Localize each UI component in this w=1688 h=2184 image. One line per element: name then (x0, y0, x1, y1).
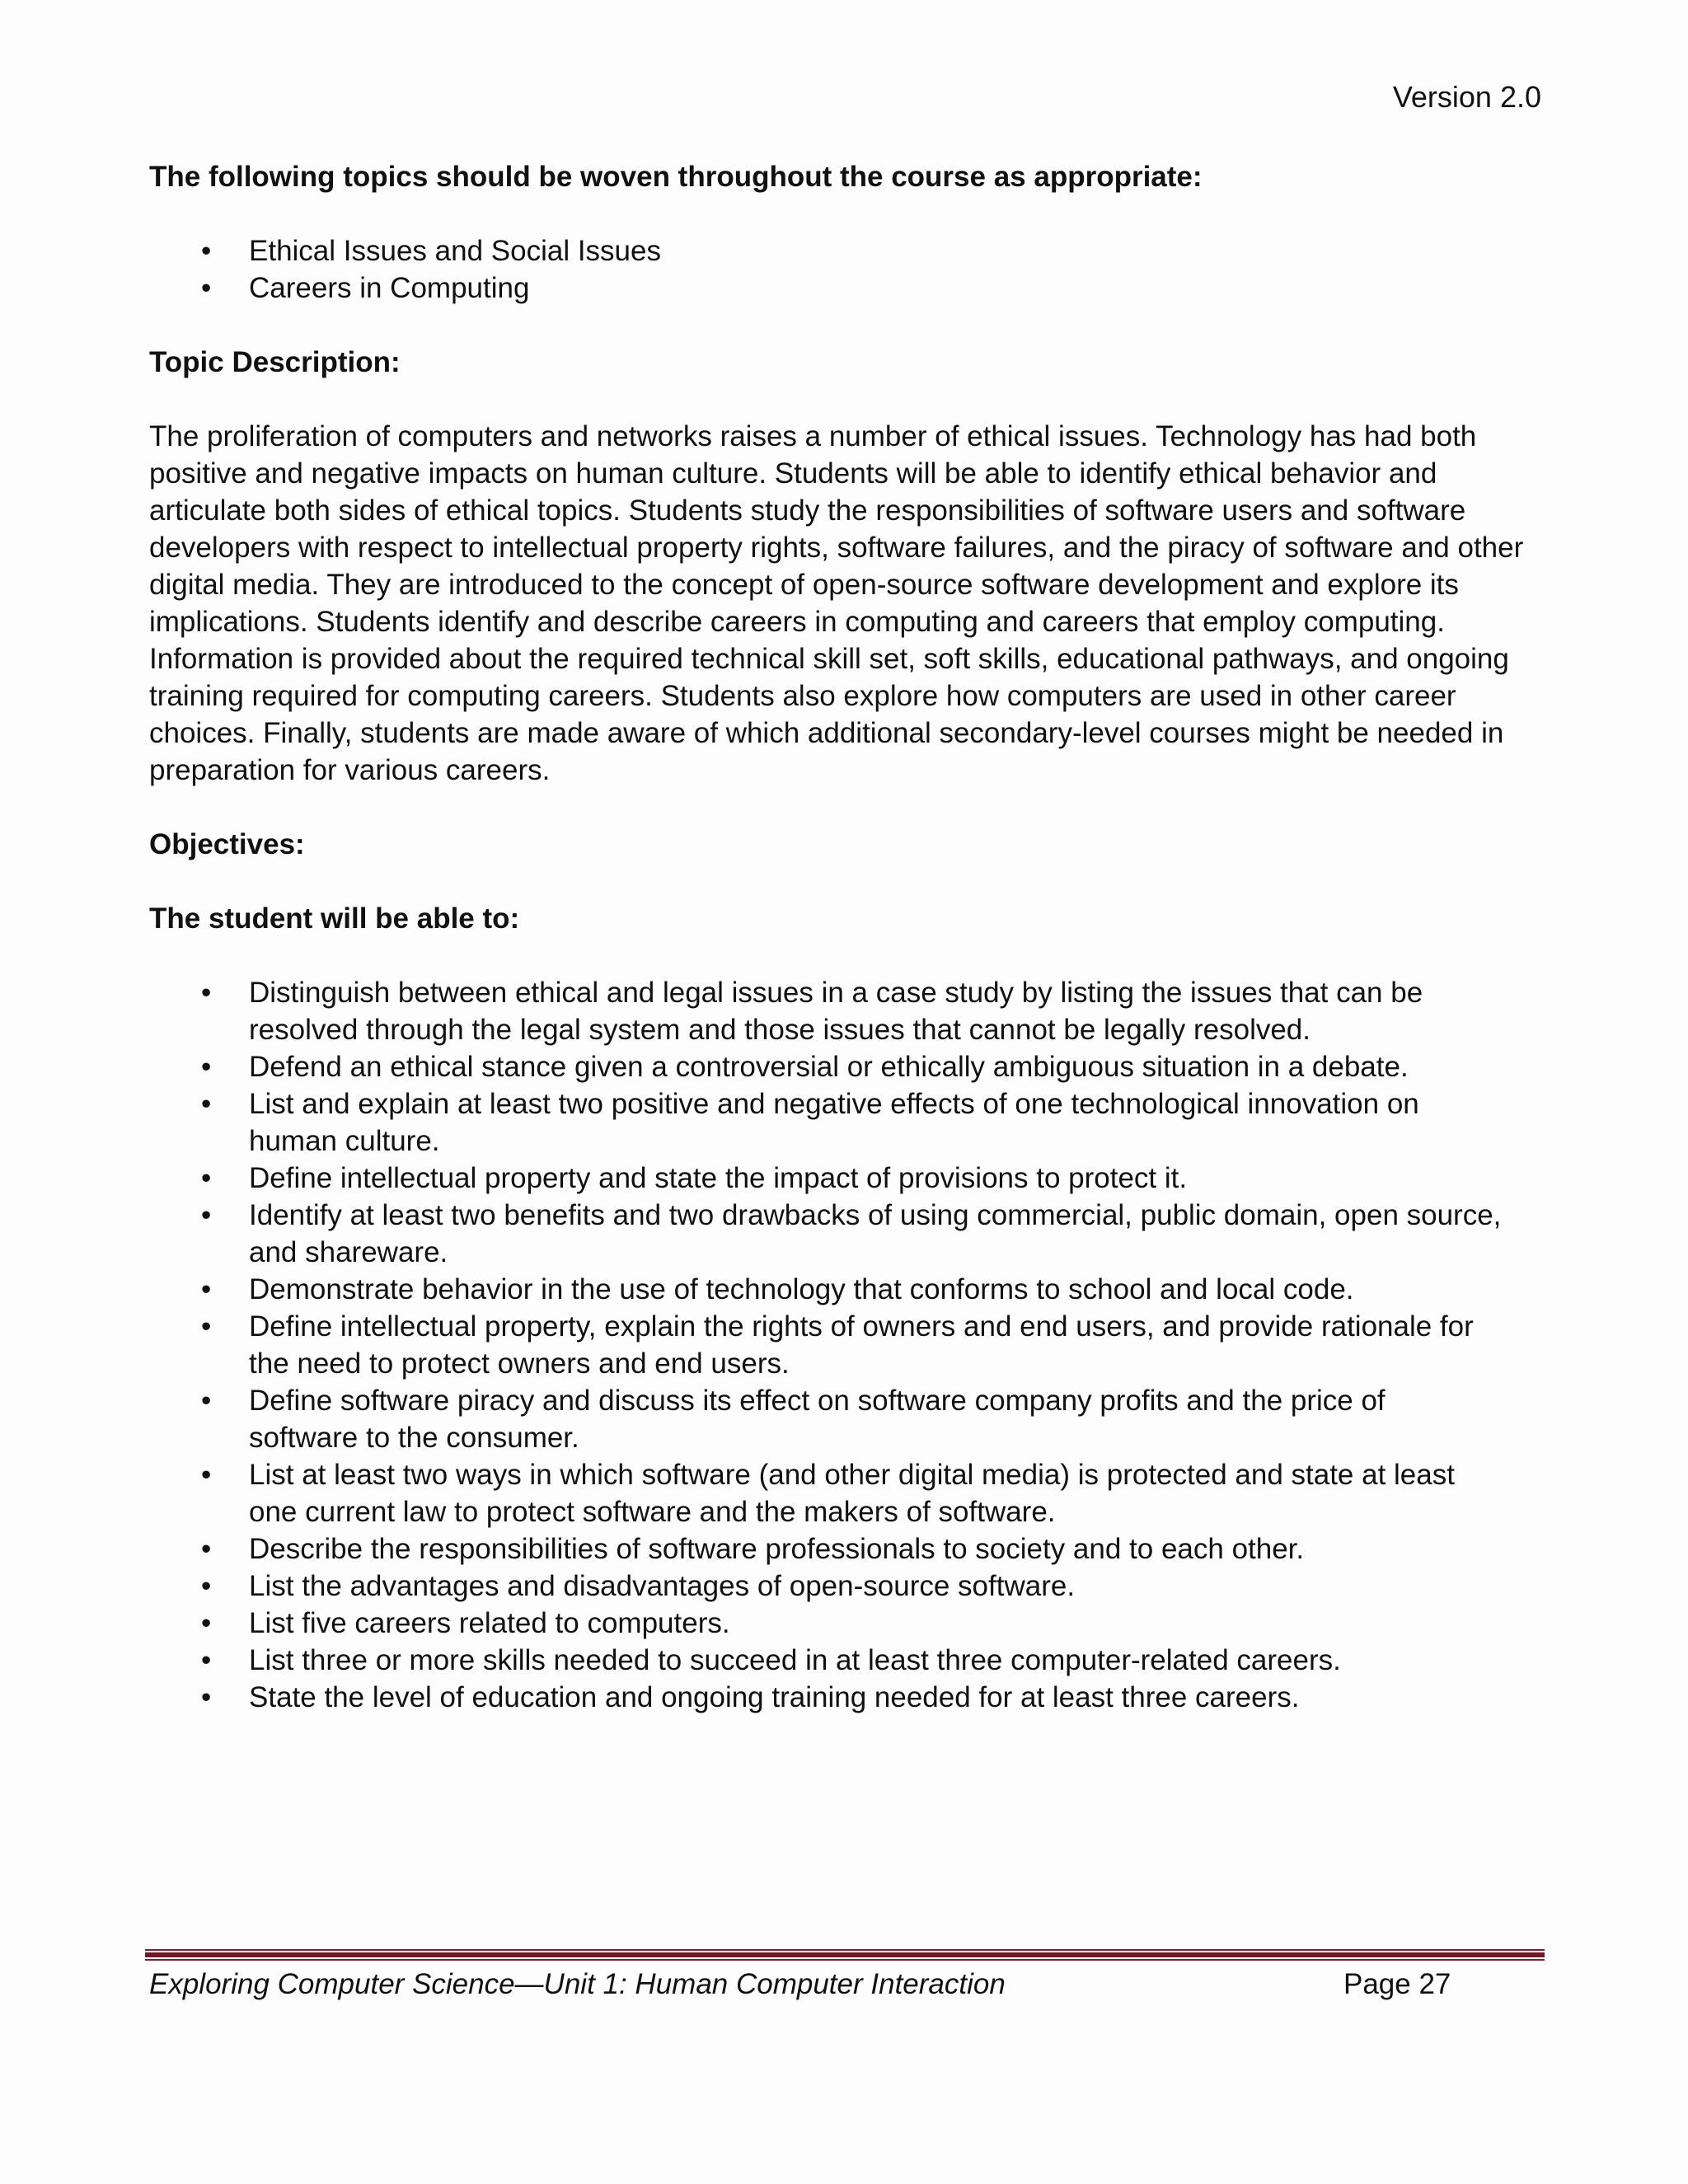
bullet-icon: • (201, 272, 212, 304)
objectives-heading: Objectives: (149, 828, 305, 860)
list-item (149, 1085, 1502, 1160)
footer-rule-thin-top (145, 1949, 1545, 1951)
list-item (149, 1382, 1502, 1456)
bullet-icon: • (201, 1199, 212, 1231)
objectives-list (149, 974, 1542, 1716)
list-item (149, 269, 1542, 307)
bullet-icon: • (201, 1533, 212, 1565)
list-item-text: State the level of education and ongoing training needed for at least three careers. (249, 1681, 1300, 1713)
version-label: Version 2.0 (1392, 80, 1541, 114)
bullet-icon: • (201, 1570, 212, 1602)
bullet-icon: • (201, 1162, 212, 1194)
list-item-text: Distinguish between ethical and legal issues in a case study by listing the issues that can be resolved through the legal system and those issues that cannot be legally resolved. (249, 977, 1423, 1046)
list-item-text: List five careers related to computers. (249, 1607, 730, 1639)
bullet-icon: • (201, 1681, 212, 1713)
topic-description-body: The proliferation of computers and networks raises a number of ethical issues. Technology has had both positive and negative impacts on human culture. Students will be able to identify ethical behavior and articulate both sides of ethical topics. Students study the responsibilities of software users and software developers with respect to intellectual property rights, software failures, and the piracy of software and other digital media. They are introduced to the concept of open-source software development and explore its implications. Students identify and describe careers in computing and careers that employ computing. Information is provided about the required technical skill set, soft skills, educational pathways, and ongoing training required for computing careers. Students also explore how computers are used in other career choices. Finally, students are made aware of which additional secondary-level courses might be needed in preparation for various careers. (149, 420, 1524, 786)
list-item (149, 1679, 1502, 1716)
objectives-subheading: The student will be able to: (149, 902, 520, 935)
bullet-icon: • (201, 1607, 212, 1639)
bullet-icon: • (201, 1310, 212, 1343)
woven-topics-list (149, 232, 1542, 307)
list-item-text: Define intellectual property, explain the rights of owners and end users, and provide rationale for the need to protect owners and end users. (249, 1310, 1474, 1380)
list-item-text: Ethical Issues and Social Issues (249, 235, 661, 267)
woven-topics-heading: The following topics should be woven throughout the course as appropriate: (149, 161, 1203, 193)
list-item-text: List at least two ways in which software (and other digital media) is protected and state at least one current law to protect software and the makers of software. (249, 1459, 1455, 1528)
bullet-icon: • (201, 1644, 212, 1676)
footer-rule-thin-bottom (145, 1959, 1545, 1961)
topic-description-heading: Topic Description: (149, 346, 401, 378)
list-item (149, 1048, 1502, 1085)
bullet-icon: • (201, 977, 212, 1009)
list-item (149, 1197, 1502, 1271)
list-item-text: List three or more skills needed to succeed in at least three computer-related careers. (249, 1644, 1341, 1676)
footer-rule (145, 1949, 1545, 1961)
list-item (149, 1271, 1502, 1308)
list-item (149, 1605, 1502, 1642)
list-item-text: Describe the responsibilities of software professionals to society and to each other. (249, 1533, 1305, 1565)
list-item-text: Define software piracy and discuss its effect on software company profits and the price of software to the consumer. (249, 1385, 1386, 1454)
bullet-icon: • (201, 1051, 212, 1083)
list-item (149, 1568, 1502, 1605)
page-content (149, 158, 1542, 1753)
list-item (149, 232, 1542, 269)
list-item-text: Demonstrate behavior in the use of technology that conforms to school and local code. (249, 1273, 1354, 1305)
list-item (149, 974, 1502, 1048)
footer-title: Exploring Computer Science—Unit 1: Human Computer Interaction (149, 1968, 1006, 2000)
list-item (149, 1308, 1502, 1382)
bullet-icon: • (201, 1459, 212, 1491)
list-item-text: List and explain at least two positive and negative effects of one technological innovation on human culture. (249, 1088, 1419, 1157)
list-item-text: Careers in Computing (249, 272, 530, 304)
list-item (149, 1160, 1502, 1197)
bullet-icon: • (201, 1273, 212, 1305)
list-item-text: Define intellectual property and state the impact of provisions to protect it. (249, 1162, 1188, 1194)
footer-rule-thick (145, 1952, 1545, 1957)
list-item (149, 1456, 1502, 1530)
footer-page-number: Page 27 (1343, 1968, 1451, 2000)
list-item-text: Defend an ethical stance given a controversial or ethically ambiguous situation in a debate. (249, 1051, 1409, 1083)
list-item-text: List the advantages and disadvantages of open-source software. (249, 1570, 1076, 1602)
list-item (149, 1642, 1502, 1679)
list-item (149, 1530, 1502, 1568)
list-item-text: Identify at least two benefits and two drawbacks of using commercial, public domain, open source, and shareware. (249, 1199, 1502, 1268)
bullet-icon: • (201, 235, 212, 267)
bullet-icon: • (201, 1088, 212, 1120)
bullet-icon: • (201, 1385, 212, 1417)
